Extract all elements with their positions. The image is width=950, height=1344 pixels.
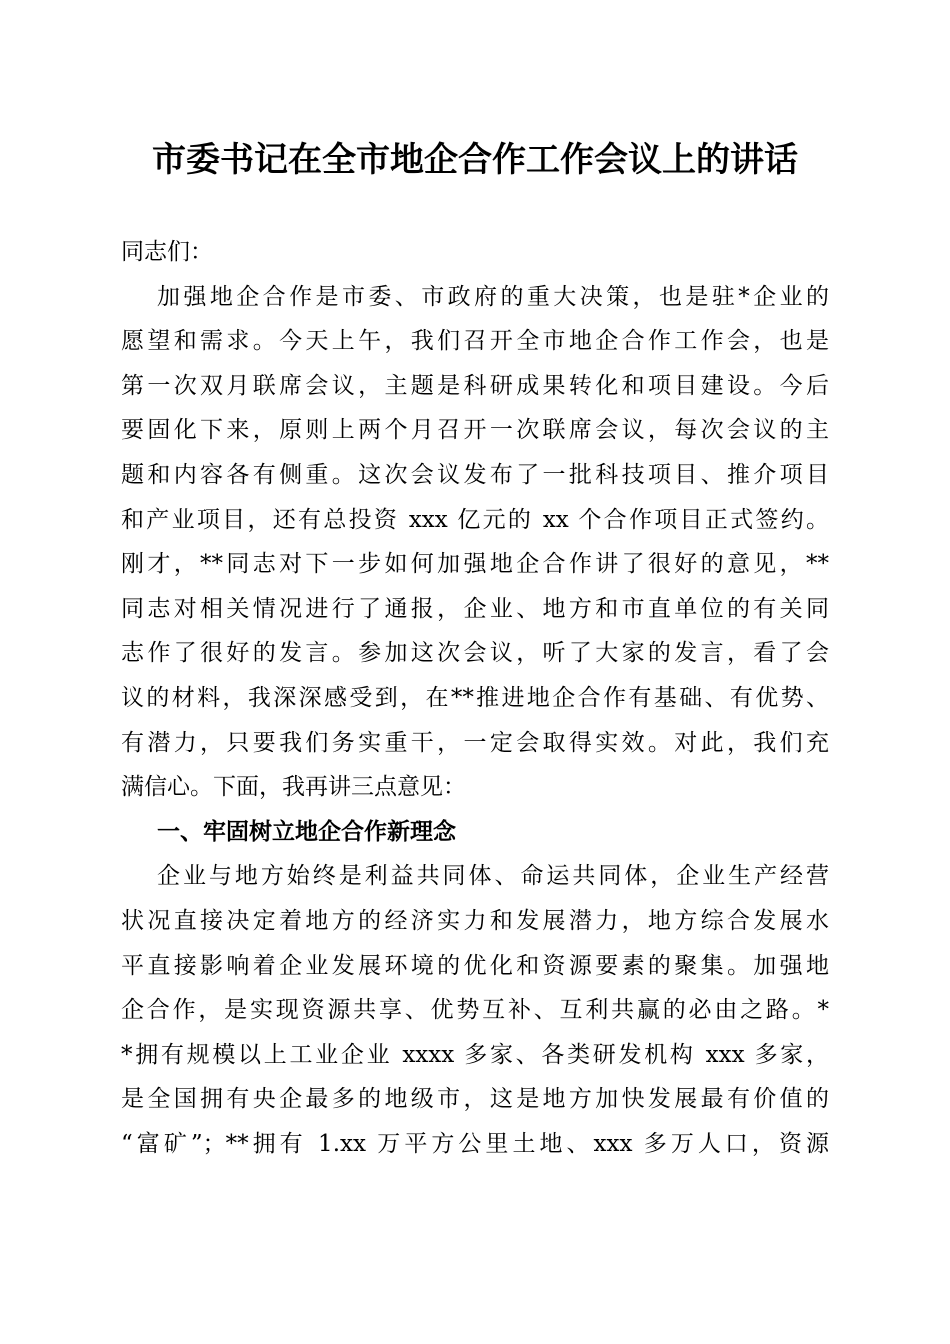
paragraph-line: 愿望和需求。今天上午，我们召开全市地企合作工作会，也是: [121, 328, 829, 355]
paragraph-line: 企合作，是实现资源共享、优势互补、互利共赢的必由之路。*: [121, 997, 829, 1024]
paragraph-2: [121, 854, 829, 1166]
paragraph-line: 刚才，**同志对下一步如何加强地企合作讲了很好的意见，**: [121, 551, 829, 578]
paragraph-1: [121, 275, 829, 810]
paragraph-line: 题和内容各有侧重。这次会议发布了一批科技项目、推介项目: [121, 461, 829, 488]
paragraph-line: 平直接影响着企业发展环境的优化和资源要素的聚集。加强地: [121, 952, 829, 979]
paragraph-line: 企业与地方始终是利益共同体、命运共同体，企业生产经营: [157, 863, 829, 890]
paragraph-line: “富矿”；**拥有 1.xx 万平方公里土地、xxx 多万人口，资源: [121, 1130, 829, 1157]
paragraph-line: 同志对相关情况进行了通报，企业、地方和市直单位的有关同: [121, 595, 829, 622]
paragraph-line: 加强地企合作是市委、市政府的重大决策，也是驻*企业的: [157, 283, 829, 310]
section-heading: 一、牢固树立地企合作新理念: [157, 818, 456, 845]
document-title: 市委书记在全市地企合作工作会议上的讲话: [152, 140, 798, 180]
paragraph-line: 满信心。下面，我再讲三点意见：: [121, 774, 466, 801]
paragraph-line: 议的材料，我深深感受到，在**推进地企合作有基础、有优势、: [121, 684, 829, 711]
paragraph-line: 第一次双月联席会议，主题是科研成果转化和项目建设。今后: [121, 372, 829, 399]
paragraph-line: 是全国拥有央企最多的地级市，这是地方加快发展最有价值的: [121, 1086, 829, 1113]
paragraph-line: *拥有规模以上工业企业 xxxx 多家、各类研发机构 xxx 多家，: [121, 1041, 829, 1068]
paragraph-line: 要固化下来，原则上两个月召开一次联席会议，每次会议的主: [121, 417, 829, 444]
document-body: [121, 230, 829, 1166]
salutation: 同志们：: [121, 239, 213, 265]
paragraph-line: 有潜力，只要我们务实重干，一定会取得实效。对此，我们充: [121, 729, 829, 756]
paragraph-line: 状况直接决定着地方的经济实力和发展潜力，地方综合发展水: [121, 907, 829, 934]
paragraph-line: 和产业项目，还有总投资 xxx 亿元的 xx 个合作项目正式签约。: [121, 506, 829, 533]
paragraph-line: 志作了很好的发言。参加这次会议，听了大家的发言，看了会: [121, 640, 829, 667]
